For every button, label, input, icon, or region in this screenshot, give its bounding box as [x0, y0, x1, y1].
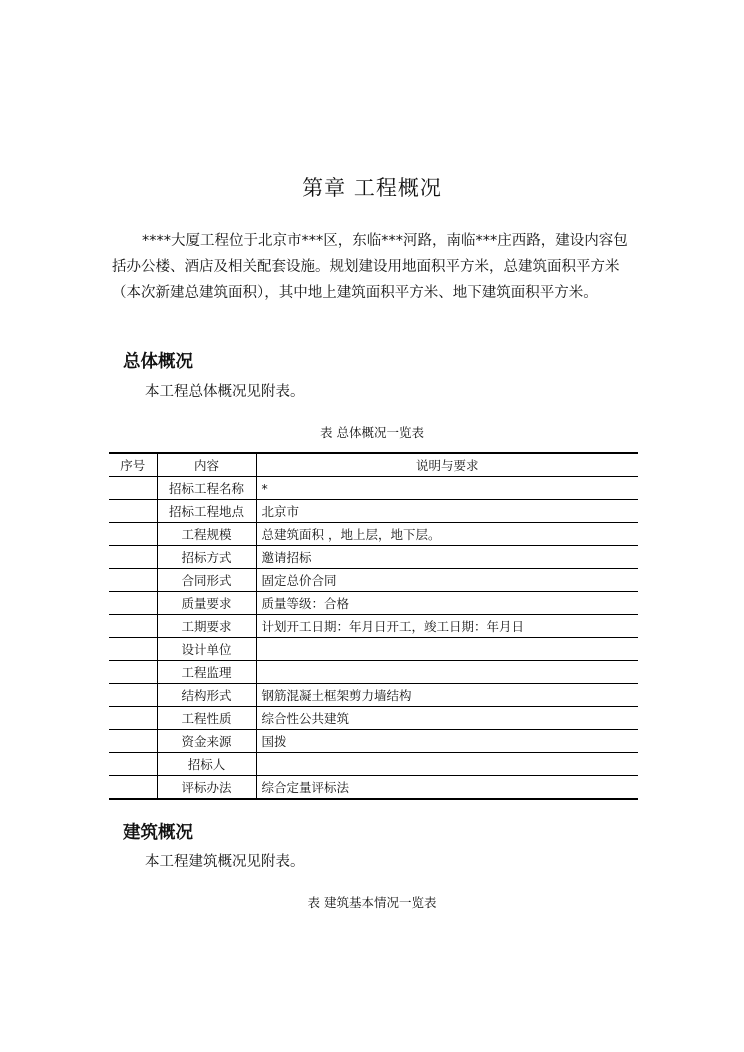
cell-item: 工程规模: [157, 523, 256, 546]
table-row: [109, 523, 638, 546]
header-cell-no: 序号: [109, 453, 157, 477]
cell-desc: 总建筑面积 ，地上层，地下层。: [256, 523, 638, 546]
table-row: [109, 776, 638, 800]
cell-no: [109, 684, 157, 707]
table-row: [109, 730, 638, 753]
table-row: [109, 707, 638, 730]
cell-no: [109, 477, 157, 500]
cell-desc: 综合定量评标法: [256, 776, 638, 800]
table-caption-building: 表 建筑基本情况一览表: [307, 895, 437, 910]
table-row: [109, 546, 638, 569]
cell-no: [109, 753, 157, 776]
cell-no: [109, 569, 157, 592]
cell-desc: [256, 661, 638, 684]
cell-no: [109, 500, 157, 523]
cell-item: 招标工程名称: [157, 477, 256, 500]
cell-no: [109, 730, 157, 753]
cell-desc: 计划开工日期：年月日开工，竣工日期：年月日: [256, 615, 638, 638]
cell-item: 设计单位: [157, 638, 256, 661]
cell-no: [109, 615, 157, 638]
cell-no: [109, 546, 157, 569]
intro-paragraph: ****大厦工程位于北京市***区，东临***河路，南临***庄西路，建设内容包括办公楼、酒店及相关配套设施。规划建设用地面积平方米，总建筑面积平方米（本次新建总建筑面积），其中地上建筑面积平方米、地下建筑面积平方米。: [112, 233, 628, 301]
cell-item: 资金来源: [157, 730, 256, 753]
cell-desc: 固定总价合同: [256, 569, 638, 592]
header-cell-desc: 说明与要求: [256, 453, 638, 477]
table-row: [109, 592, 638, 615]
cell-desc: 北京市: [256, 500, 638, 523]
table-row: [109, 477, 638, 500]
cell-item: 评标办法: [157, 776, 256, 800]
cell-item: 工程性质: [157, 707, 256, 730]
cell-desc: 综合性公共建筑: [256, 707, 638, 730]
cell-item: 招标方式: [157, 546, 256, 569]
table-caption-overview: 表 总体概况一览表: [320, 425, 424, 440]
cell-desc: [256, 753, 638, 776]
cell-desc: [256, 638, 638, 661]
cell-item: 招标工程地点: [157, 500, 256, 523]
cell-item: 工程监理: [157, 661, 256, 684]
section-heading-building: 建筑概况: [123, 823, 193, 843]
cell-no: [109, 638, 157, 661]
chapter-title: 第章 工程概况: [302, 176, 442, 200]
cell-no: [109, 661, 157, 684]
cell-item: 合同形式: [157, 569, 256, 592]
cell-no: [109, 523, 157, 546]
table-row: [109, 615, 638, 638]
cell-item: 结构形式: [157, 684, 256, 707]
cell-item: 质量要求: [157, 592, 256, 615]
section-heading-overview: 总体概况: [123, 352, 193, 372]
table-row: [109, 753, 638, 776]
cell-item: 工期要求: [157, 615, 256, 638]
table-row: [109, 569, 638, 592]
header-cell-item: 内容: [157, 453, 256, 477]
cell-no: [109, 592, 157, 615]
cell-desc: 邀请招标: [256, 546, 638, 569]
table-row: [109, 684, 638, 707]
cell-desc: *: [256, 477, 638, 500]
overview-table: [109, 452, 638, 800]
cell-desc: 国拨: [256, 730, 638, 753]
table-header-row: [109, 453, 638, 477]
section-text-building: 本工程建筑概况见附表。: [145, 854, 305, 870]
table-row: [109, 638, 638, 661]
cell-desc: 质量等级：合格: [256, 592, 638, 615]
section-text-overview: 本工程总体概况见附表。: [145, 384, 305, 400]
table-row: [109, 500, 638, 523]
cell-desc: 钢筋混凝土框架剪力墙结构: [256, 684, 638, 707]
cell-item: 招标人: [157, 753, 256, 776]
table-row: [109, 661, 638, 684]
cell-no: [109, 707, 157, 730]
cell-no: [109, 776, 157, 800]
